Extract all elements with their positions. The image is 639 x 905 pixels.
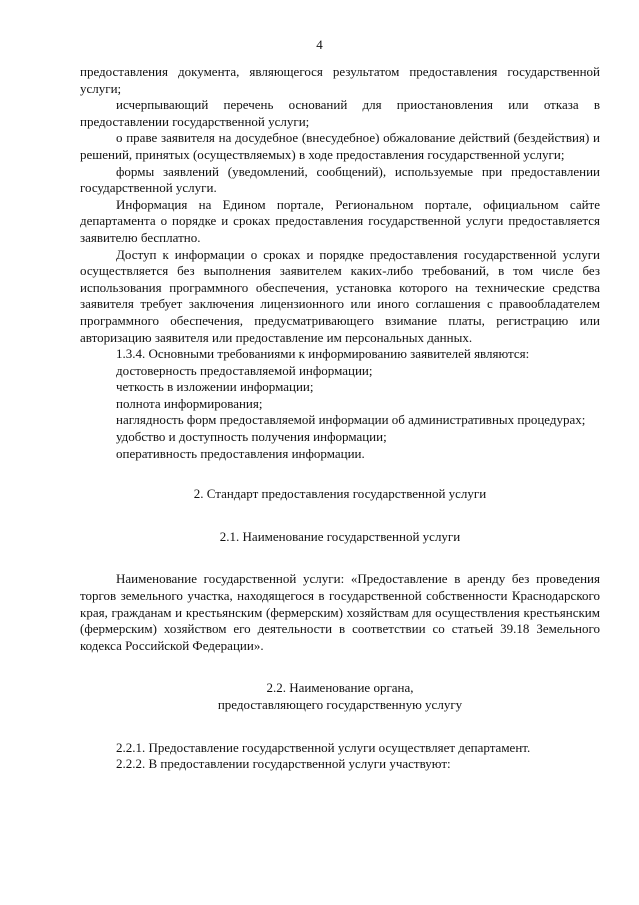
paragraph: предоставления документа, являющегося результатом предоставления государственной услуги; — [80, 64, 600, 96]
requirement-item: четкость в изложении информации; — [116, 379, 314, 395]
subsection-heading: 2.1. Наименование государственной услуги — [219, 528, 461, 544]
paragraph: 2.2.2. В предоставлении государственной услуги участвуют: — [116, 756, 451, 772]
document-body — [80, 64, 600, 773]
paragraph: 2.2.1. Предоставление государственной услуги осуществляет департамент. — [116, 739, 531, 755]
subsection-heading-line-1: 2.2. Наименование органа, — [266, 680, 414, 696]
page-number: 4 — [316, 37, 323, 52]
subsection-heading-line-2: предоставляющего государственную услугу — [217, 697, 463, 712]
paragraph: о праве заявителя на досудебное (внесудебное) обжалование действий (бездействия) и решений, принятых (осуществляемых) в ходе предоставления государственной услуги; — [80, 130, 600, 162]
section-heading: 2. Стандарт предоставления государственной услуги — [193, 486, 487, 502]
requirement-item: наглядность форм предоставляемой информации об административных процедурах; — [116, 412, 586, 428]
paragraph: Наименование государственной услуги: «Предоставление в аренду без проведения торгов земельного участка, находящегося в государственной собственности Краснодарского края, гражданам и крестьянским (фермерским) хозяйствам для осуществления крестьянским (фермерским) хозяйством его деятельности в соответствии со статьей 39.18 Земельного кодекса Российской Федерации». — [80, 571, 600, 653]
paragraph: 1.3.4. Основными требованиями к информированию заявителей являются: — [116, 346, 530, 362]
requirement-item: полнота информирования; — [116, 395, 263, 411]
paragraph: Информация на Едином портале, Региональном портале, официальном сайте департамента о порядке и сроках предоставления государственной услуги предоставляется заявителю бесплатно. — [80, 196, 600, 245]
paragraph: Доступ к информации о сроках и порядке предоставления государственной услуги осуществляется без выполнения заявителем каких-либо требований, в том числе без использования программного обеспечения, установка которого на технические средства заявителя требует заключения лицензионного или иного соглашения с правообладателем программного обеспечения, предусматривающего взимание платы, регистрацию или авторизацию заявителя или предоставление им персональных данных. — [80, 246, 600, 345]
paragraph: исчерпывающий перечень оснований для приостановления или отказа в предоставлении государственной услуги; — [80, 97, 600, 129]
requirement-item: удобство и доступность получения информации; — [116, 429, 387, 445]
requirement-item: достоверность предоставляемой информации; — [116, 362, 373, 378]
requirement-item: оперативность предоставления информации. — [116, 445, 365, 461]
paragraph: формы заявлений (уведомлений, сообщений), используемые при предоставлении государственной услуги. — [80, 163, 600, 196]
